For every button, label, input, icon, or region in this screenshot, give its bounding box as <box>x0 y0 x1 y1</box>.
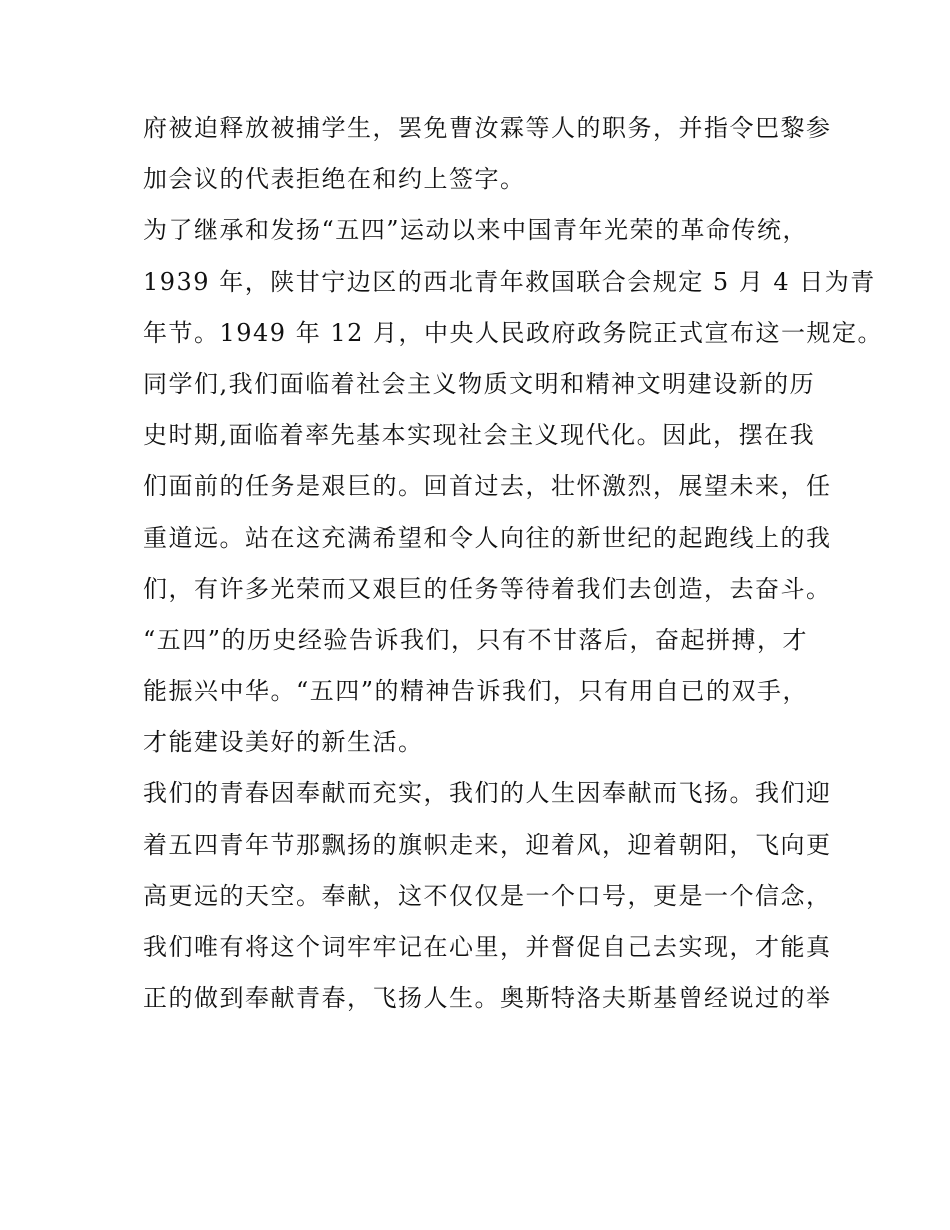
text-line: 们，有许多光荣而又艰巨的任务等待着我们去创造，去奋斗。 <box>143 574 832 603</box>
body-text <box>143 103 884 1024</box>
text-line: 史时期,面临着率先基本实现社会主义现代化。因此，摆在我 <box>143 421 816 450</box>
text-line: 我们唯有将这个词牢牢记在心里，并督促自己去实现，才能真 <box>143 933 832 961</box>
text-line: 我们的青春因奉献而充实，我们的人生因奉献而飞扬。我们迎 <box>143 779 832 808</box>
text-line: 同学们,我们面临着社会主义物质文明和精神文明建设新的历 <box>143 369 816 398</box>
text-line: “五四”的历史经验告诉我们，只有不甘落后，奋起拼搏，才 <box>143 625 809 654</box>
text-line: 们面前的任务是艰巨的。回首过去，壮怀激烈，展望未来，任 <box>143 472 832 501</box>
text-line: 为了继承和发扬“五四”运动以来中国青年光荣的革命传统， <box>143 216 809 245</box>
text-line: 着五四青年节那飘扬的旗帜走来，迎着风，迎着朝阳，飞向更 <box>143 830 832 859</box>
text-line: 府被迫释放被捕学生，罢免曹汝霖等人的职务，并指令巴黎参 <box>143 114 832 142</box>
text-line: 1939 年，陕甘宁边区的西北青年救国联合会规定 5 月 4 日为青 <box>143 267 876 296</box>
text-line: 才能建设美好的新生活。 <box>143 728 424 757</box>
text-line: 能振兴中华。“五四”的精神告诉我们，只有用自已的双手， <box>143 677 809 706</box>
text-line: 年节。1949 年 12 月，中央人民政府政务院正式宣布这一规定。 <box>143 318 884 347</box>
text-line: 重道远。站在这充满希望和令人向往的新世纪的起跑线上的我 <box>143 523 832 552</box>
text-line: 正的做到奉献青春，飞扬人生。奥斯特洛夫斯基曾经说过的举 <box>143 984 832 1013</box>
text-line: 高更远的天空。奉献，这不仅仅是一个口号，更是一个信念， <box>143 881 832 910</box>
text-line: 加会议的代表拒绝在和约上签字。 <box>143 165 526 194</box>
